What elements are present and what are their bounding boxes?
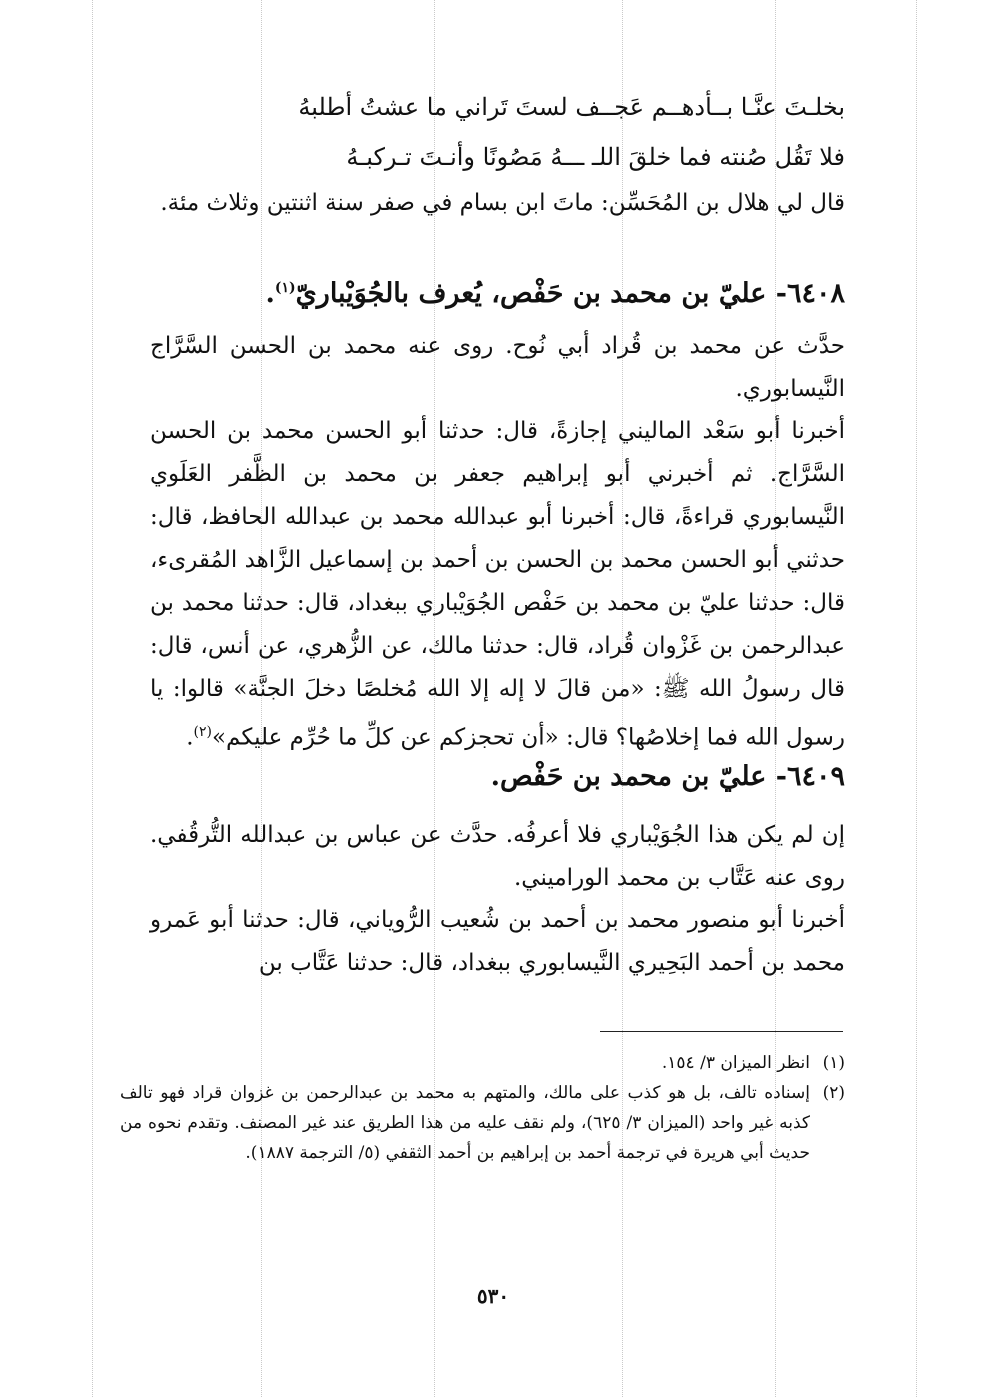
poem-verse-1: بخلـتَ عنَّـا بــأدهــم عَجــف لستَ تَراني ما عشتُ أطلبهُ <box>298 93 845 121</box>
heading-period: . <box>265 278 275 309</box>
entry-6409-bio-block <box>150 814 845 900</box>
scan-guide-line <box>92 0 93 1397</box>
entry-bio: إن لم يكن هذا الجُوَيْباري فلا أعرفُه. حدَّث عن عباس بن عبدالله التُّرقُفي. روى عنه عَتَّاب بن محمد الوراميني. <box>150 822 845 891</box>
footnote-number: (٢) <box>822 1083 845 1103</box>
isnad-paragraph: أخبرنا أبو منصور محمد بن أحمد بن شُعيب الرُّوياني، قال: حدثنا أبو عَمرو محمد بن أحمد البَحِيري النَّيسابوري ببغداد، قال: حدثنا عَتَّاب بن <box>150 907 845 976</box>
entry-6408-heading-block <box>150 263 845 319</box>
footnote-ref[interactable]: (٢) <box>193 724 212 740</box>
entry-6409-isnad-block <box>150 899 845 985</box>
footnotes <box>120 1048 845 1168</box>
footnote-separator <box>600 1031 843 1032</box>
entry-bio: حدَّث عن محمد بن قُراد أبي نُوح. روى عنه محمد بن الحسن السَّرَّاج النَّيسابوري. <box>150 333 845 402</box>
entry-6408-bio-block <box>150 325 845 411</box>
footnote-1 <box>120 1048 845 1078</box>
isnad-period: . <box>186 724 194 751</box>
entry-6408-isnad-block <box>150 410 845 760</box>
poem-verse-2: فلا تَقُل صُنته فما خلقَ اللـ ـــهُ مَصُونًا وأنـتَ تـركبـهُ <box>346 143 845 171</box>
poem-block <box>150 82 845 182</box>
isnad-paragraph <box>150 410 845 760</box>
footnote-number: (١) <box>822 1053 845 1073</box>
footnote-text: إسناده تالف، بل هو كذب على مالك، والمتهم به محمد بن عبدالرحمن بن غزوان قراد فهو تالف كذبه غير واحد (الميزان ٣/ ٦٢٥)، ولم نقف عليه من هذا الطريق عند غير المصنف. وتقدم نحوه من حديث أبي هريرة في ترجمة أحمد بن إبراهيم بن أحمد الثقفي (٥/ الترجمة ١٨٨٧). <box>120 1083 810 1163</box>
footnote-2 <box>120 1078 845 1168</box>
entry-6409-heading-block <box>150 752 845 802</box>
death-note-block <box>150 182 845 225</box>
footnote-text: انظر الميزان ٣/ ١٥٤. <box>661 1053 810 1073</box>
isnad-text: أخبرنا أبو سَعْد الماليني إجازةً، قال: حدثنا أبو الحسن محمد بن الحسن السَّرَّاج. ثم أخبرني أبو إبراهيم جعفر بن محمد بن الظَّفر العَلَوي النَّيسابوري قراءةً، قال: أخبرنا أبو عبدالله محمد بن عبدالله الحافظ، قال: حدثني أبو الحسن محمد بن الحسن بن أحمد بن إسماعيل الزَّاهد المُقرىء، قال: حدثنا عليّ بن محمد بن حَفْص الجُوَيْباري ببغداد، قال: حدثنا محمد بن عبدالرحمن بن غَزْوان قُراد، قال: حدثنا مالك، عن الزُّهري، عن أنس، قال: قال رسولُ الله ﷺ: «من قالَ لا إله إلا الله مُخلصًا دخلَ الجنَّة» قالوا: يا رسول الله فما إخلاصُها؟ قال: «أن تحجزكم عن كلِّ ما حُرِّم عليكم» <box>150 418 845 751</box>
scan-guide-line <box>916 0 917 1397</box>
page-number: ٥٣٠ <box>476 1284 510 1308</box>
footnote-ref[interactable]: (١) <box>274 280 296 296</box>
entry-heading <box>150 263 845 319</box>
death-note: قال لي هلال بن المُحَسِّن: ماتَ ابن بسام في صفر سنة اثنتين وثلاث مئة. <box>160 190 845 216</box>
entry-heading: ٦٤٠٩- عليّ بن محمد بن حَفْص. <box>490 761 845 792</box>
entry-heading-text: ٦٤٠٨- عليّ بن محمد بن حَفْص، يُعرف بالجُوَيْباريّ <box>295 278 845 309</box>
